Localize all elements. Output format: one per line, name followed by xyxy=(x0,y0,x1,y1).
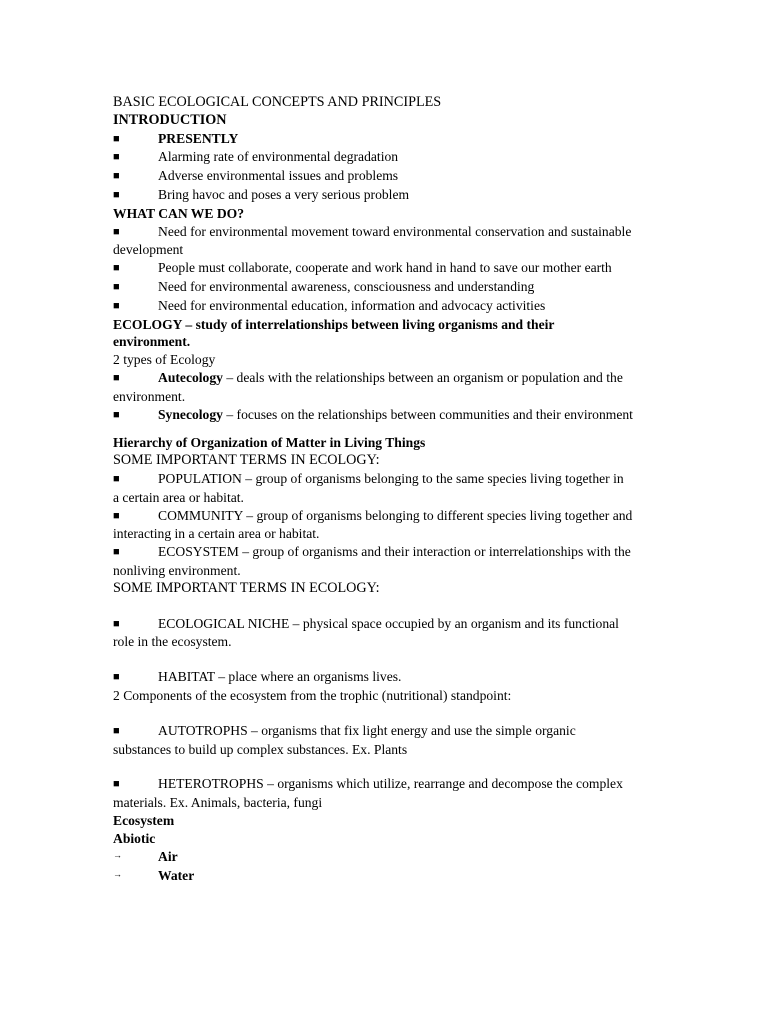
list-item: ■ Bring havoc and poses a very serious problem xyxy=(113,186,633,205)
list-item: ■ ECOSYSTEM – group of organisms and their interaction or interrelationships with the nonliving environment. xyxy=(113,544,631,578)
bullet-icon: ■ xyxy=(113,617,120,630)
what-can-we-do-heading: WHAT CAN WE DO? xyxy=(113,205,245,221)
bullet-icon: ■ xyxy=(113,546,120,559)
bullet-icon: ■ xyxy=(113,188,120,201)
abiotic-label: Abiotic xyxy=(113,830,156,846)
list-item: ■ Need for environmental education, information and advocacy activities xyxy=(113,297,633,316)
list-item: → Water xyxy=(113,868,195,884)
document-page xyxy=(113,94,633,885)
hierarchy-heading: Hierarchy of Organization of Matter in Living Things xyxy=(113,435,426,451)
list-item: ■ HABITAT – place where an organisms lives. xyxy=(113,668,633,687)
bullet-icon: ■ xyxy=(113,724,120,737)
list-item: ■ ECOLOGICAL NICHE – physical space occupied by an organism and its functional role in the ecosystem. xyxy=(113,615,619,650)
ecosystem-label: Ecosystem xyxy=(113,812,175,828)
bullet-icon: ■ xyxy=(113,671,120,684)
bullet-icon: ■ xyxy=(113,225,120,238)
list-item: ■ Need for environmental awareness, consciousness and understanding xyxy=(113,278,633,297)
list-item: ■ Alarming rate of environmental degradation xyxy=(113,148,633,167)
bullet-icon: ■ xyxy=(113,371,120,384)
list-item: ■ Synecology – focuses on the relationships between communities and their environment xyxy=(113,406,633,425)
bullet-icon: ■ xyxy=(113,262,120,275)
bullet-icon: ■ xyxy=(113,170,120,183)
list-item: ■ People must collaborate, cooperate and work hand in hand to save our mother earth xyxy=(113,259,633,278)
list-item: ■ Autecology – deals with the relationships between an organism or population and the environment. xyxy=(113,369,623,404)
arrow-icon: → xyxy=(113,850,122,861)
presently-heading: ■ PRESENTLY xyxy=(113,130,633,149)
document-title: BASIC ECOLOGICAL CONCEPTS AND PRINCIPLES xyxy=(113,94,442,110)
bullet-icon: ■ xyxy=(113,472,120,485)
bullet-icon: ■ xyxy=(113,151,120,164)
arrow-icon: → xyxy=(113,869,122,880)
ecology-definition: ECOLOGY – study of interrelationships between living organisms and their environment. xyxy=(113,316,555,350)
components-line: 2 Components of the ecosystem from the trophic (nutritional) standpoint: xyxy=(113,687,512,703)
list-item: ■ AUTOTROPHS – organisms that fix light energy and use the simple organic substances to build up complex substances. Ex. Plants xyxy=(113,722,576,757)
bullet-icon: ■ xyxy=(113,778,120,791)
bullet-icon: ■ xyxy=(113,408,120,421)
bullet-icon: ■ xyxy=(113,299,120,312)
terms-heading: SOME IMPORTANT TERMS IN ECOLOGY: xyxy=(113,452,380,469)
list-item: ■ HETEROTROPHS – organisms which utilize, rearrange and decompose the complex materials. Ex. Animals, bacteria, fungi xyxy=(113,776,623,811)
list-item: → Air xyxy=(113,849,178,865)
list-item: ■ Adverse environmental issues and problems xyxy=(113,167,633,186)
list-item: ■ COMMUNITY – group of organisms belonging to different species living together and interacting in a certain area or habitat. xyxy=(113,507,633,542)
types-of-ecology: 2 types of Ecology xyxy=(113,352,216,368)
list-item: ■ POPULATION – group of organisms belonging to the same species living together in a certain area or habitat. xyxy=(113,470,624,505)
section-heading-introduction: INTRODUCTION xyxy=(113,111,227,128)
list-item: ■ Need for environmental movement toward environmental conservation and sustainable development xyxy=(113,223,632,258)
bullet-icon: ■ xyxy=(113,132,120,145)
terms-heading: SOME IMPORTANT TERMS IN ECOLOGY: xyxy=(113,579,380,596)
bullet-icon: ■ xyxy=(113,509,120,522)
bullet-icon: ■ xyxy=(113,280,120,293)
